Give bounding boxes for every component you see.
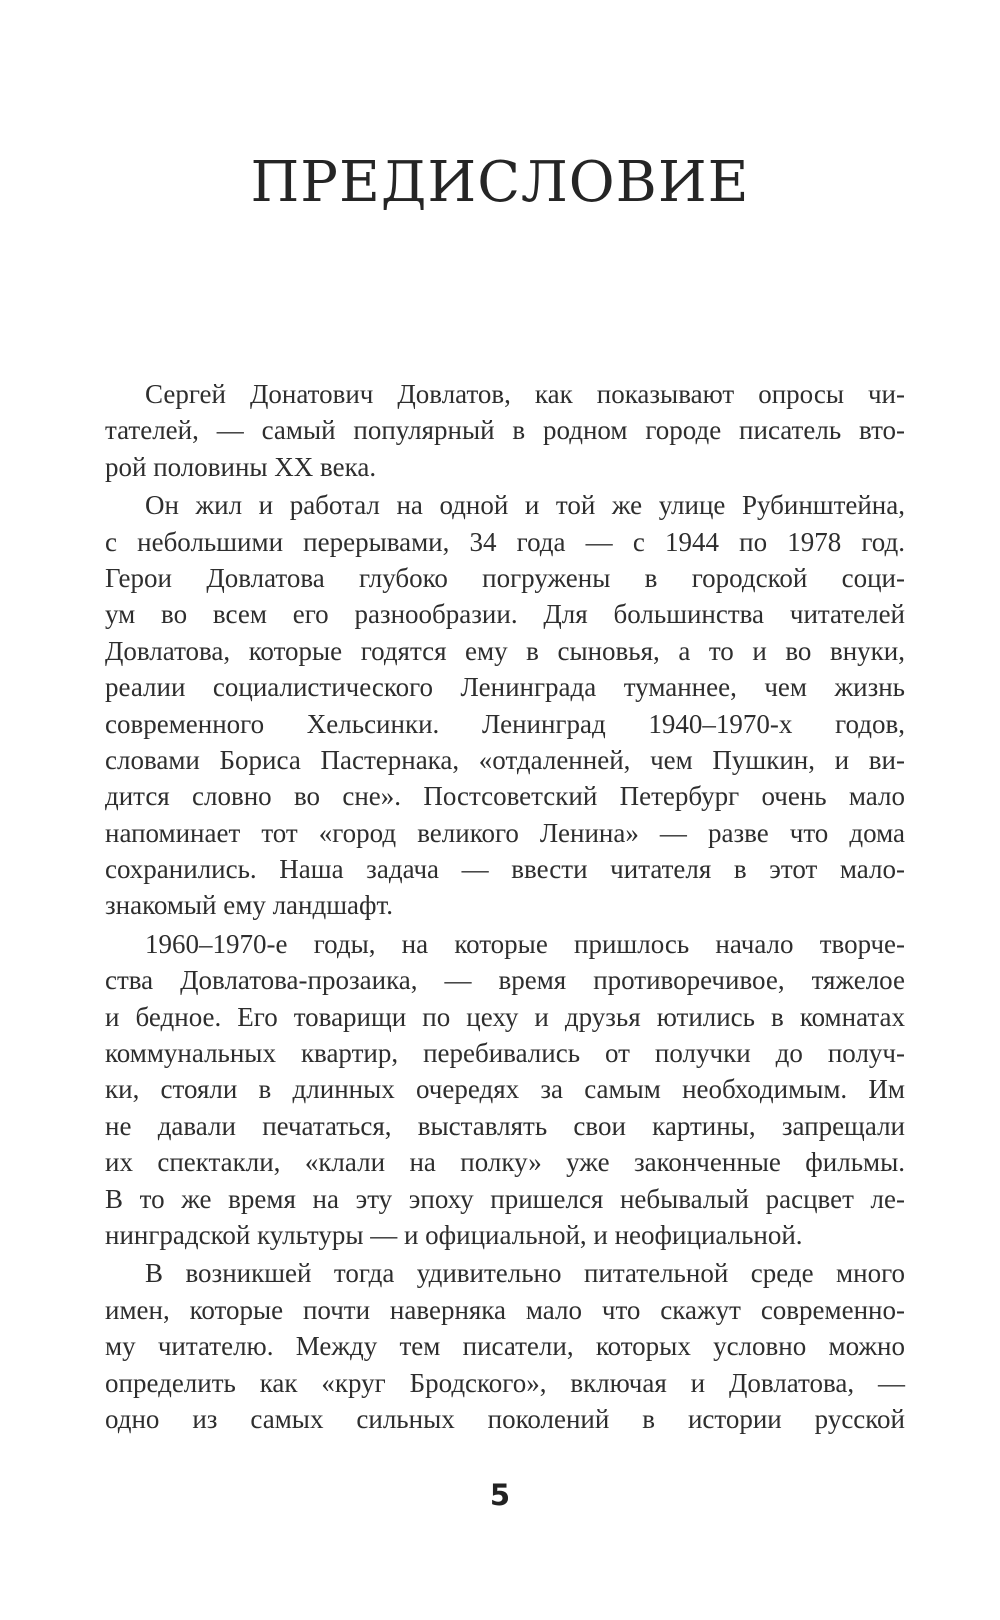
text-line: ум во всем его разнообразии. Для большинства читателей <box>105 599 905 630</box>
text-line: Довлатова, которые годятся ему в сыновья, а то и во внуки, <box>105 635 905 666</box>
text-line: тателей, — самый популярный в родном городе писатель вто- <box>105 415 905 446</box>
text-line: Герои Довлатова глубоко погружены в городской соци- <box>105 562 905 593</box>
text-line: му читателю. Между тем писатели, которых условно можно <box>105 1331 905 1362</box>
text-line: одно из самых сильных поколений в истории русской <box>105 1403 905 1434</box>
text-line: рой половины ХХ века. <box>105 451 377 482</box>
text-line: современного Хельсинки. Ленинград 1940–1970-х годов, <box>105 708 905 739</box>
text-line: Сергей Донатович Довлатов, как показывают опросы чи- <box>145 379 905 409</box>
text-line: напоминает тот «город великого Ленина» — разве что дома <box>105 817 905 848</box>
text-line: определить как «круг Бродского», включая и Довлатова, — <box>105 1367 905 1398</box>
text-line: и бедное. Его товарищи по цеху и друзья ютились в комнатах <box>105 1001 905 1032</box>
text-line: Он жил и работал на одной и той же улице Рубинштейна, <box>145 490 905 521</box>
text-line: ки, стояли в длинных очередях за самым необходимым. Им <box>105 1074 905 1105</box>
text-line: с небольшими перерывами, 34 года — с 1944 по 1978 год. <box>105 526 905 557</box>
text-line: знакомый ему ландшафт. <box>105 890 394 921</box>
text-line: В то же время на эту эпоху пришелся небывалый расцвет ле- <box>105 1183 905 1214</box>
body-text <box>105 376 905 1437</box>
text-line: нинградской культуры — и официальной, и неофициальной. <box>105 1219 803 1250</box>
text-line: имен, которые почти наверняка мало что скажут современно- <box>105 1294 905 1325</box>
text-line: ства Довлатова-прозаика, — время противоречивое, тяжелое <box>105 965 905 996</box>
text-line: дится словно во сне». Постсоветский Петербург очень мало <box>105 781 905 812</box>
text-line: не давали печататься, выставлять свои картины, запрещали <box>105 1110 905 1141</box>
text-line: их спектакли, «клали на полку» уже законченные фильмы. <box>105 1147 905 1178</box>
text-line: В возникшей тогда удивительно питательной среде много <box>145 1258 905 1289</box>
text-line: реалии социалистического Ленинграда туманнее, чем жизнь <box>105 672 905 703</box>
text-line: 1960–1970-е годы, на которые пришлось начало творче- <box>145 928 905 959</box>
text-line: сохранились. Наша задача — ввести читателя в этот мало- <box>105 854 905 885</box>
text-line: словами Бориса Пастернака, «отдаленней, чем Пушкин, и ви- <box>105 744 905 775</box>
page-number: 5 <box>489 1478 511 1512</box>
chapter-title: ПРЕДИСЛОВИЕ <box>250 150 750 215</box>
text-line: коммунальных квартир, перебивались от получки до получ- <box>105 1038 905 1069</box>
